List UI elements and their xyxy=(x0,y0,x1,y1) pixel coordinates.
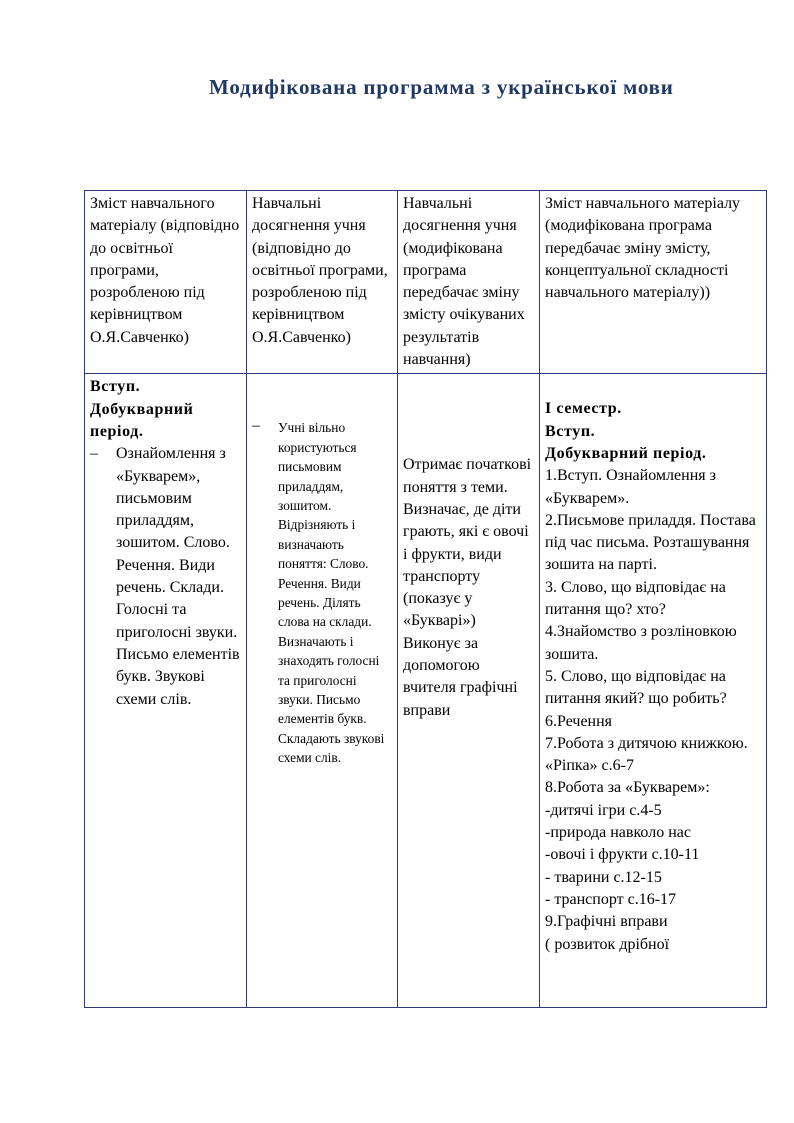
table-row xyxy=(85,374,767,1008)
cell-achievements-modified xyxy=(398,374,540,1008)
document-title: Модифікована программа з української мови xyxy=(209,75,674,99)
list-item: 7.Робота з дитячою книжкою. «Ріпка» с.6-7 xyxy=(545,734,748,775)
list-item: - тварини с.12-15 xyxy=(545,868,662,886)
section-heading: Вступ. xyxy=(90,378,141,396)
program-table xyxy=(84,190,767,1008)
list-item: -дитячі ігри с.4-5 xyxy=(545,801,662,819)
header-cell-content-modified: Зміст навчального матеріалу (модифікована програма передбачає зміну змісту, концептуальної складності навчального матеріалу)) xyxy=(540,191,767,374)
header-cell-achievements-program: Навчальні досягнення учня (відповідно до освітньої програми, розробленою під керівництвом О.Я.Савченко) xyxy=(247,191,398,374)
list-item-text: Ознайомлення з «Букварем», письмовим приладдям, зошитом. Слово. Речення. Види речень. Склади. Голосні та приголосні звуки. Письмо елементів букв. Звукові схеми слів. xyxy=(116,445,240,708)
section-heading: Добукварний xyxy=(90,400,194,418)
list-item: 2.Письмове приладдя. Постава під час письма. Розташування зошита на парті. xyxy=(545,511,756,574)
section-heading: Вступ. xyxy=(545,422,596,440)
achievements-text: Отримає початкові поняття з теми. Визначає, де діти грають, які є овочі і фрукти, види транспорту (показує у «Букварі») Виконує за допомогою вчителя графічні вправи xyxy=(403,456,532,719)
list-item: 4.Знайомство з розліновкою зошита. xyxy=(545,623,737,663)
list-item-text: Учні вільно користуються письмовим приладдям, зошитом. Відрізняють і визначають поняття: Слово. Речення. Види речень. Ділять слова на склади. Визначають і знаходять голосні та приголосні звуки. Письмо елементів букв. Складають звукові схеми слів. xyxy=(278,420,385,766)
semester-heading: І семестр. xyxy=(545,400,622,418)
list-item: 6.Речення xyxy=(545,712,613,730)
list-item: ( розвиток дрібної xyxy=(545,935,670,953)
cell-content-program xyxy=(85,374,247,1008)
section-heading: Добукварний період. xyxy=(545,444,707,462)
list-item: -овочі і фрукти с.10-11 xyxy=(545,846,700,864)
cell-achievements-program xyxy=(247,374,398,1008)
list-item: -природа навколо нас xyxy=(545,824,691,842)
header-cell-achievements-modified: Навчальні досягнення учня (модифікована програма передбачає зміну змісту очікуваних результатів навчання) xyxy=(398,191,540,374)
dash-bullet: – xyxy=(252,417,260,435)
cell-content-modified xyxy=(540,374,767,1008)
table-header-row xyxy=(85,191,767,374)
list-item: 3. Слово, що відповідає на питання що? хто? xyxy=(545,578,726,619)
list-item: 5. Слово, що відповідає на питання який? що робить? xyxy=(545,667,727,708)
list-item xyxy=(90,443,241,711)
list-item: 1.Вступ. Ознайомлення з «Букварем». xyxy=(545,467,716,507)
section-heading: період. xyxy=(90,422,144,440)
header-cell-content-program: Зміст навчального матеріалу (відповідно до освітньої програми, розробленою під керівництвом О.Я.Савченко) xyxy=(85,191,247,374)
list-item: - транспорт с.16-17 xyxy=(545,890,677,908)
list-item xyxy=(252,376,392,767)
list-item: 9.Графічні вправи xyxy=(545,913,668,931)
dash-bullet: – xyxy=(90,445,98,463)
list-item: 8.Робота за «Букварем»: xyxy=(545,779,710,797)
